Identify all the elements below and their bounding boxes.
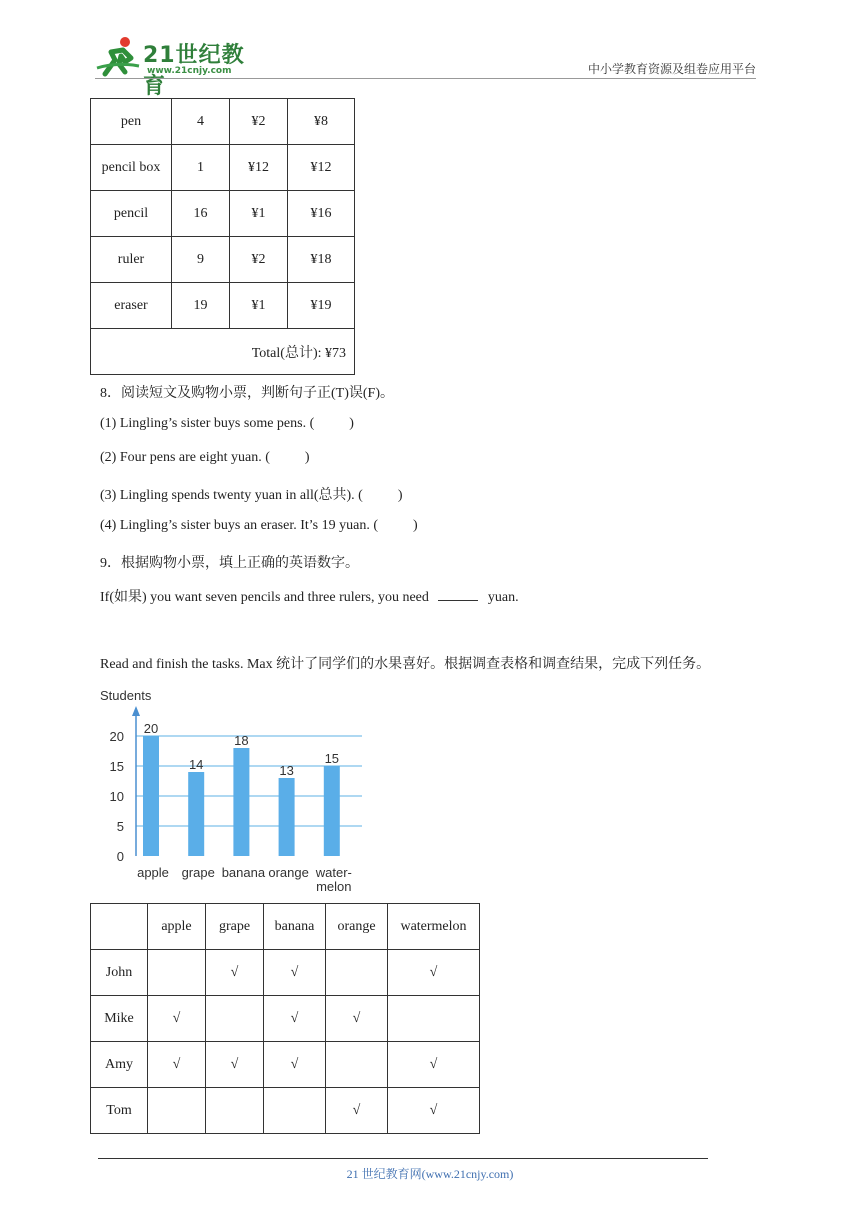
y-axis-label: Students <box>100 688 152 703</box>
y-tick-label: 0 <box>116 849 124 864</box>
table-cell <box>148 950 206 996</box>
table-row <box>91 996 480 1042</box>
data-label: 13 <box>279 763 294 778</box>
bar <box>279 778 295 856</box>
reading-instructions: Read and finish the tasks. Max 统计了同学们的水果喜好。根据调查表格和调查结果，完成下列任务。 <box>100 657 711 672</box>
table-cell: ¥2 <box>230 99 288 145</box>
table-header-row <box>91 904 480 950</box>
table-cell: √ <box>388 1042 480 1088</box>
table-cell: √ <box>264 950 326 996</box>
data-label: 15 <box>324 751 340 766</box>
table-header-cell: orange <box>326 904 388 950</box>
y-tick-label: 20 <box>109 729 124 744</box>
table-header-cell: grape <box>206 904 264 950</box>
table-cell: 16 <box>172 191 230 237</box>
table-cell: √ <box>326 1088 388 1134</box>
table-cell: ¥8 <box>288 99 355 145</box>
table-header-cell: apple <box>148 904 206 950</box>
footer-text: 21 世纪教育网(www.21cnjy.com) <box>346 1167 514 1181</box>
question-8-item-4: (4) Lingling’s sister buys an eraser. It’s 19 yuan. ( ) <box>100 518 418 533</box>
table-cell: ¥12 <box>230 145 288 191</box>
bar <box>324 766 340 856</box>
table-cell: √ <box>148 1042 206 1088</box>
x-tick-label: banana <box>221 865 266 880</box>
x-tick-label: orange <box>268 865 309 880</box>
table-cell: Amy <box>91 1042 148 1088</box>
table-cell: ¥18 <box>288 237 355 283</box>
y-tick-label: 10 <box>109 789 124 804</box>
table-cell: Mike <box>91 996 148 1042</box>
question-9-sentence <box>100 586 519 606</box>
table-cell: pencil <box>91 191 172 237</box>
question-8-item-3: (3) Lingling spends twenty yuan in all(总共). ( ) <box>100 488 403 503</box>
question-8-item-1: (1) Lingling’s sister buys some pens. ( ) <box>100 416 354 431</box>
table-cell: ¥2 <box>230 237 288 283</box>
table-cell: √ <box>388 950 480 996</box>
table-cell <box>206 1088 264 1134</box>
question-9-title: 9．根据购物小票，填上正确的英语数字。 <box>100 556 359 571</box>
bar <box>188 772 204 856</box>
table-row <box>91 950 480 996</box>
table-cell: √ <box>264 1042 326 1088</box>
y-axis-arrow <box>132 706 140 716</box>
table-cell: ¥1 <box>230 191 288 237</box>
answer-blank[interactable] <box>438 588 478 601</box>
table-row-total <box>91 329 355 375</box>
x-tick-label: melon <box>316 879 352 894</box>
data-label: 18 <box>234 733 249 748</box>
logo-url: www.21cnjy.com <box>147 66 232 76</box>
bar <box>233 748 249 856</box>
table-cell <box>326 1042 388 1088</box>
y-tick-label: 5 <box>116 819 124 834</box>
table-cell <box>326 950 388 996</box>
question-9-text-after: yuan. <box>484 590 519 605</box>
table-header-cell: banana <box>264 904 326 950</box>
table-cell: √ <box>388 1088 480 1134</box>
question-8-title: 8．阅读短文及购物小票，判断句子正(T)误(F)。 <box>100 386 394 401</box>
table-cell: ruler <box>91 237 172 283</box>
table-cell <box>264 1088 326 1134</box>
receipt-total: Total(总计): ¥73 <box>91 329 355 375</box>
x-tick-label: apple <box>137 865 169 880</box>
footer-divider <box>98 1158 708 1159</box>
table-cell: √ <box>206 1042 264 1088</box>
header-platform-name: 中小学教育资源及组卷应用平台 <box>587 62 756 76</box>
table-cell: √ <box>206 950 264 996</box>
table-cell: eraser <box>91 283 172 329</box>
runner-logo-icon <box>95 34 141 78</box>
table-cell <box>148 1088 206 1134</box>
table-cell <box>206 996 264 1042</box>
table-cell: √ <box>264 996 326 1042</box>
question-9-text-before: If(如果) you want seven pencils and three rulers, you need <box>100 590 433 605</box>
table-header-cell <box>91 904 148 950</box>
table-cell: pencil box <box>91 145 172 191</box>
table-row <box>91 99 355 145</box>
y-tick-label: 15 <box>109 759 124 774</box>
question-8-item-2: (2) Four pens are eight yuan. ( ) <box>100 450 310 465</box>
table-header-cell: watermelon <box>388 904 480 950</box>
table-row <box>91 237 355 283</box>
fruit-bar-chart <box>100 684 370 894</box>
table-cell: ¥16 <box>288 191 355 237</box>
table-cell: 19 <box>172 283 230 329</box>
table-cell: John <box>91 950 148 996</box>
table-row <box>91 1042 480 1088</box>
fruit-survey-table <box>90 903 480 1134</box>
table-row <box>91 191 355 237</box>
table-cell <box>388 996 480 1042</box>
header-divider <box>95 78 756 79</box>
table-cell: pen <box>91 99 172 145</box>
table-row <box>91 283 355 329</box>
table-cell: √ <box>326 996 388 1042</box>
table-cell: 1 <box>172 145 230 191</box>
table-cell: ¥1 <box>230 283 288 329</box>
x-tick-label: water- <box>315 865 352 880</box>
data-label: 20 <box>143 721 159 736</box>
table-cell: 9 <box>172 237 230 283</box>
table-cell: ¥12 <box>288 145 355 191</box>
logo-text: 21世纪教育 <box>143 43 245 99</box>
table-row <box>91 1088 480 1134</box>
x-tick-label: grape <box>181 865 215 880</box>
data-label: 14 <box>188 757 204 772</box>
table-row <box>91 145 355 191</box>
bar <box>143 736 159 856</box>
site-logo <box>95 34 265 99</box>
table-cell: Tom <box>91 1088 148 1134</box>
receipt-table <box>90 98 355 375</box>
table-cell: 4 <box>172 99 230 145</box>
table-cell: ¥19 <box>288 283 355 329</box>
table-cell: √ <box>148 996 206 1042</box>
